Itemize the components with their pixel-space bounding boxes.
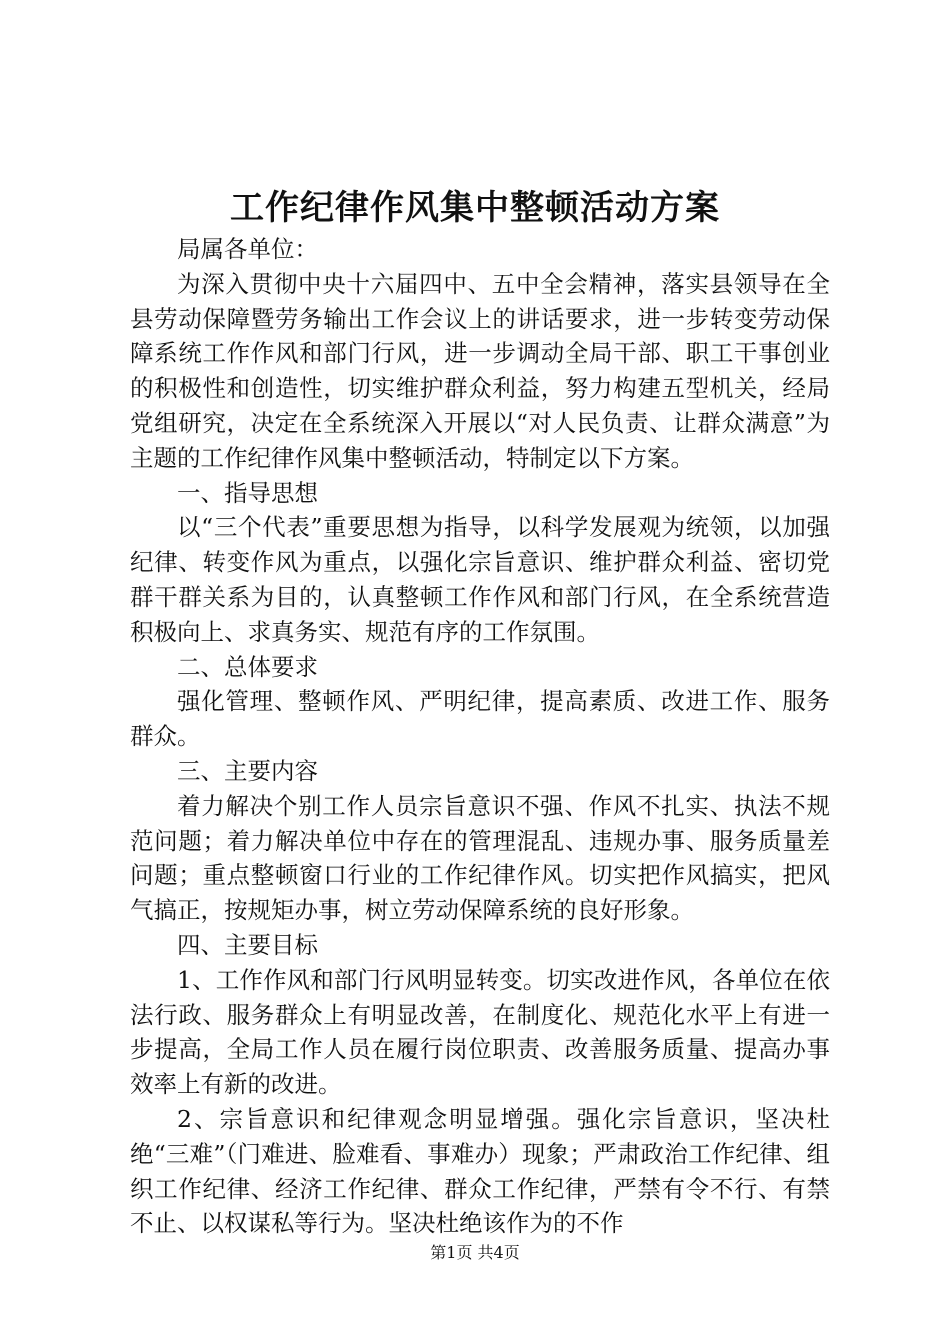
section-heading-overall-requirements: 二、总体要求	[177, 652, 318, 681]
paragraph-overall-requirements: 强化管理、整顿作风、严明纪律，提高素质、改进工作、服务群众。	[130, 687, 830, 751]
paragraph-intro: 为深入贯彻中央十六届四中、五中全会精神，落实县领导在全县劳动保障暨劳务输出工作会议上的讲话要求，进一步转变劳动保障系统工作作风和部门行风，进一步调动全局干部、职工干事创业的积极性和创造性，切实维护群众利益，努力构建五型机关，经局党组研究，决定在全系统深入开展以“对人民负责、让群众满意”为主题的工作纪律作风集中整顿活动，特制定以下方案。	[130, 269, 830, 472]
section-heading-main-content: 三、主要内容	[177, 756, 318, 785]
document-title: 工作纪律作风集中整顿活动方案	[230, 188, 720, 228]
paragraph-goal-1: 1、工作作风和部门行风明显转变。切实改进作风，各单位在依法行政、服务群众上有明显改善，在制度化、规范化水平上有进一步提高，全局工作人员在履行岗位职责、改善服务质量、提高办事效率上有新的改进。	[130, 965, 830, 1099]
paragraph-main-content: 着力解决个别工作人员宗旨意识不强、作风不扎实、执法不规范问题；着力解决单位中存在的管理混乱、违规办事、服务质量差问题；重点整顿窗口行业的工作纪律作风。切实把作风搞实，把风气搞正，按规矩办事，树立劳动保障系统的良好形象。	[130, 791, 830, 925]
document-body	[130, 232, 830, 1241]
paragraph-guiding-thought: 以“三个代表”重要思想为指导，以科学发展观为统领，以加强纪律、转变作风为重点，以强化宗旨意识、维护群众利益、密切党群干群关系为目的，认真整顿工作作风和部门行风，在全系统营造积极向上、求真务实、规范有序的工作氛围。	[130, 513, 830, 646]
section-heading-main-goals: 四、主要目标	[177, 930, 318, 959]
paragraph-goal-2: 2、宗旨意识和纪律观念明显增强。强化宗旨意识，坚决杜绝“三难”（门难进、脸难看、事难办）现象；严肃政治工作纪律、组织工作纪律、经济工作纪律、群众工作纪律，严禁有令不行、有禁不止、以权谋私等行为。坚决杜绝该作为的不作	[130, 1104, 830, 1238]
salutation: 局属各单位：	[177, 235, 318, 263]
page-footer: 第1页 共4页	[430, 1243, 520, 1262]
section-heading-guiding-thought: 一、指导思想	[177, 478, 318, 507]
